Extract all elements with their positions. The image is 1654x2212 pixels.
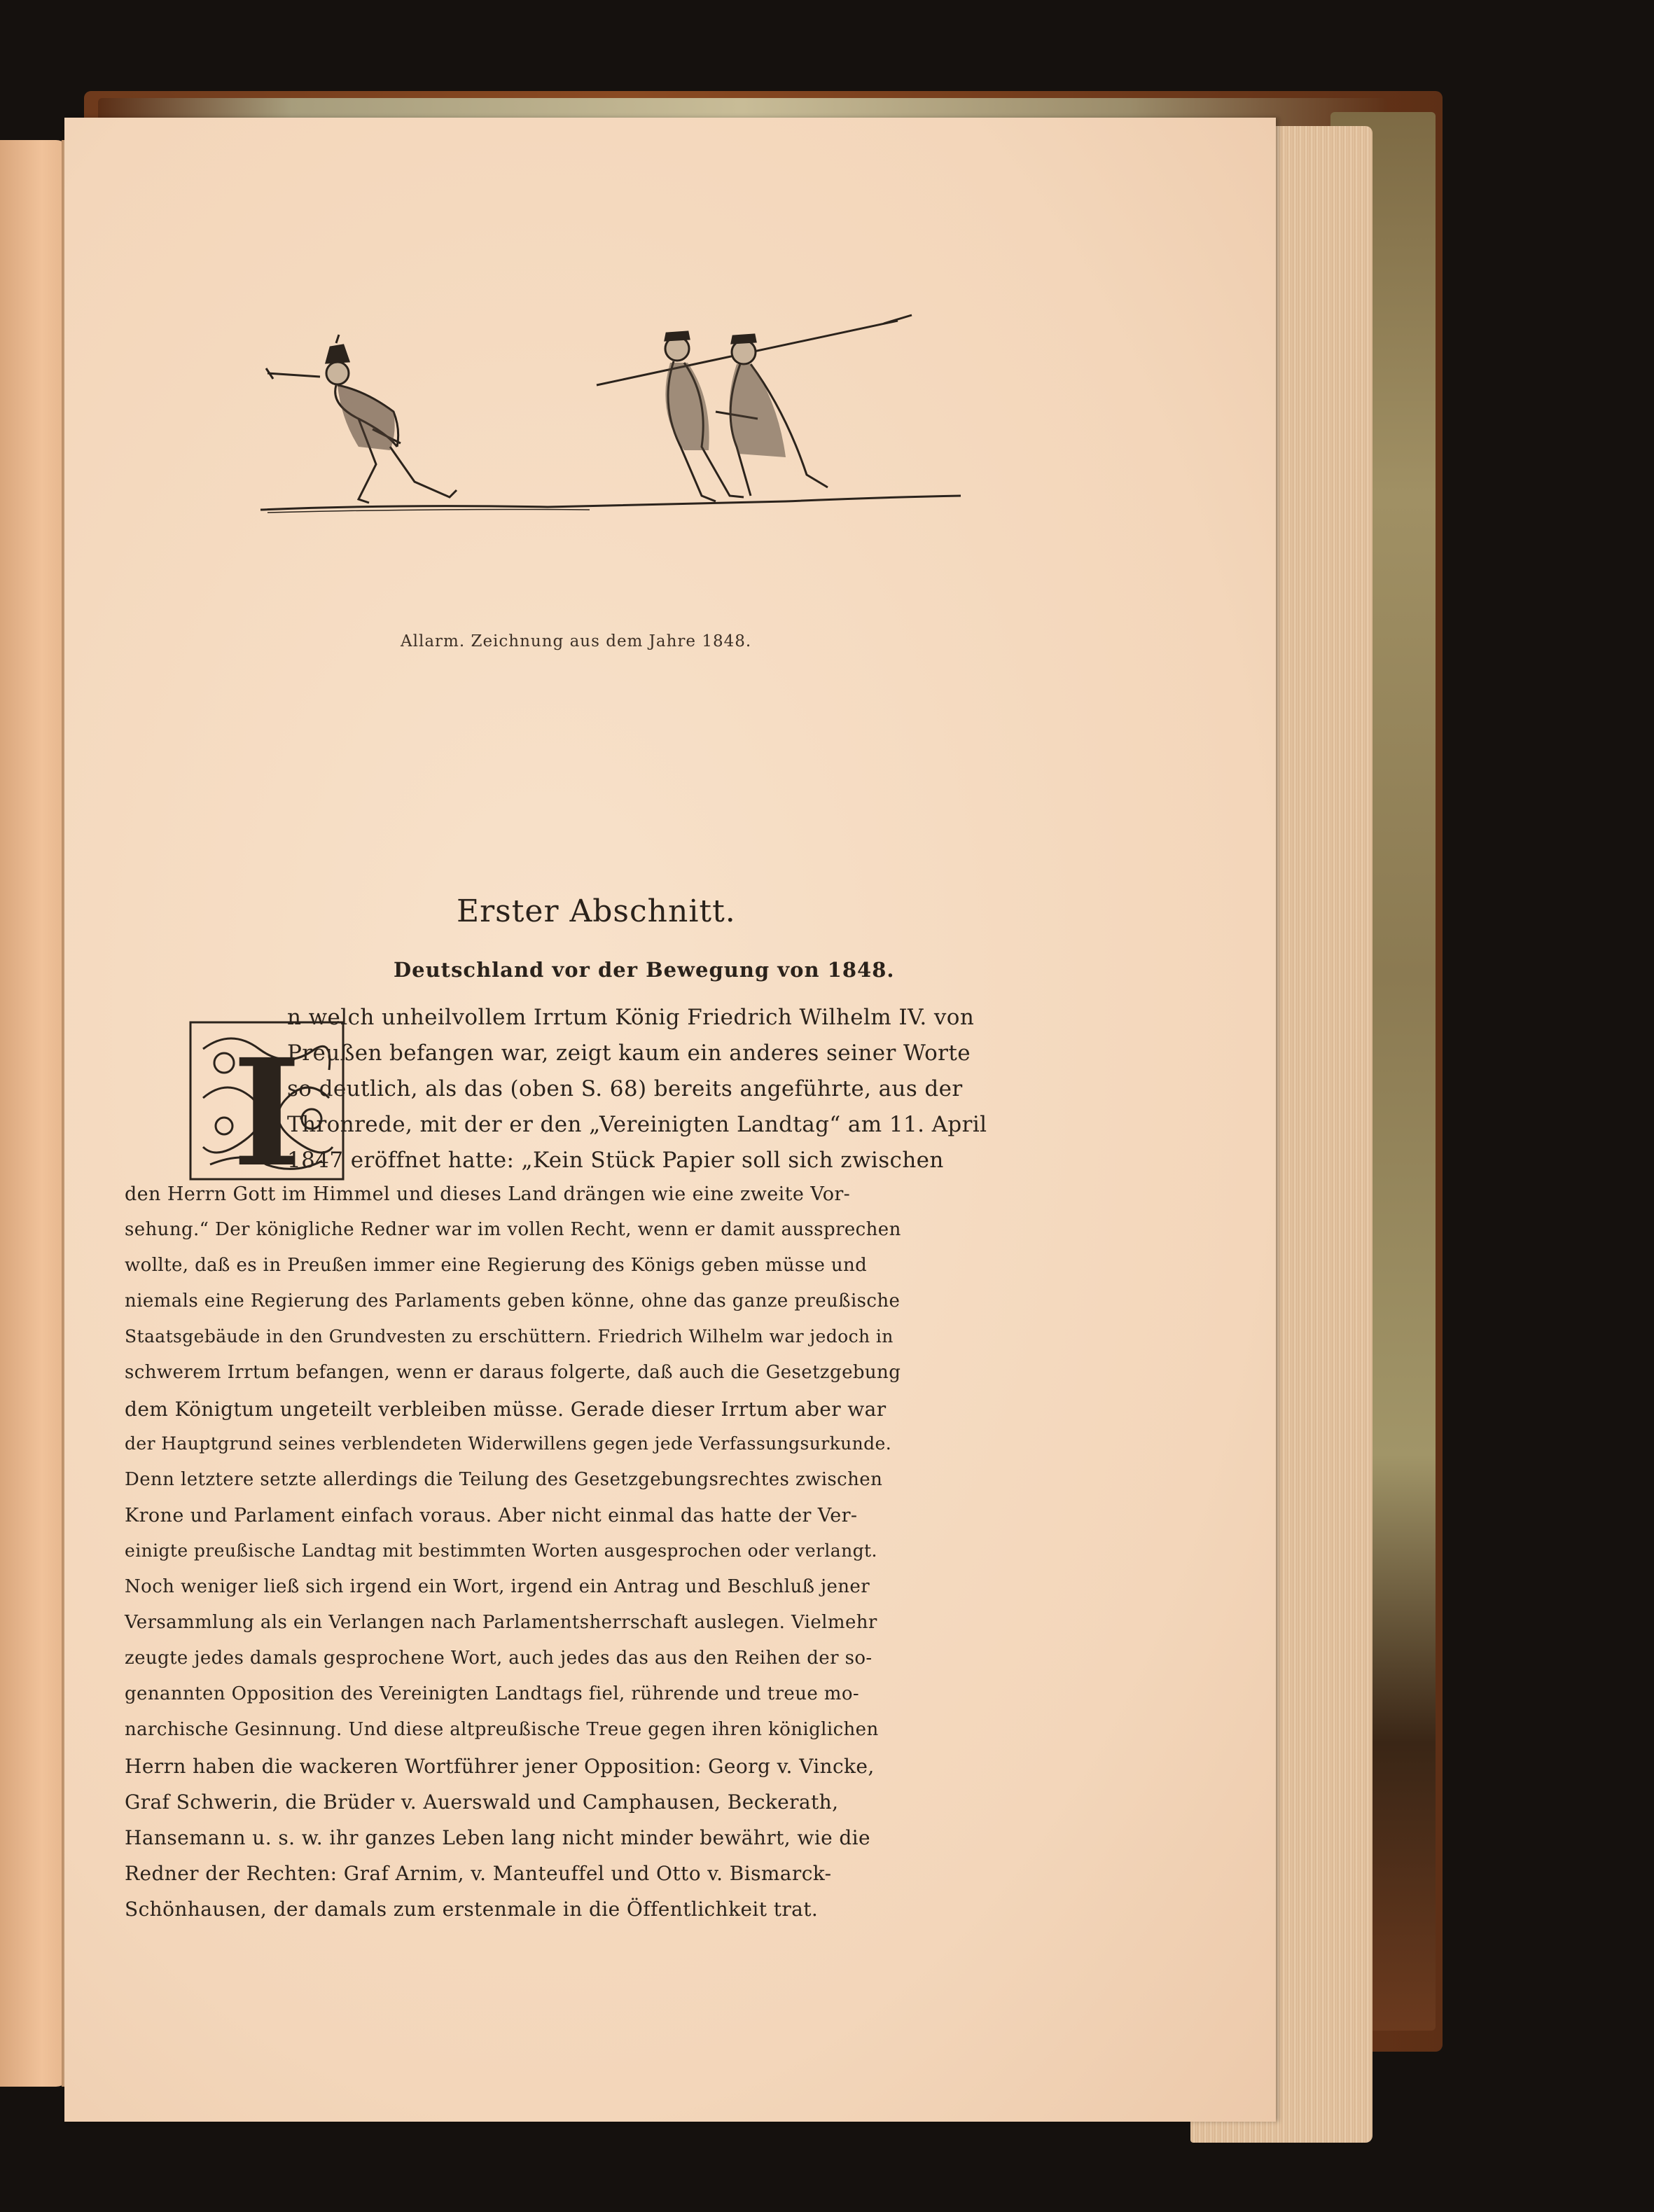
body-line: der Hauptgrund seines verblendeten Widerwillens gegen jede Verfassungsurkunde. <box>125 1433 892 1454</box>
book-page <box>64 118 1276 2122</box>
body-line: Staatsgebäude in den Grundvesten zu erschüttern. Friedrich Wilhelm war jedoch in <box>125 1326 894 1347</box>
body-line: den Herrn Gott im Himmel und dieses Land drängen wie eine zweite Vor- <box>125 1183 851 1205</box>
body-line: wollte, daß es in Preußen immer eine Regierung des Königs geben müsse und <box>125 1255 868 1276</box>
svg-text:I: I <box>232 1027 302 1181</box>
soldiers-bugler-engraving-icon <box>253 307 968 524</box>
section-title: Erster Abschnitt. <box>457 893 736 929</box>
body-line: Herrn haben die wackeren Wortführer jener Opposition: Georg v. Vincke, <box>125 1755 875 1778</box>
body-line: zeugte jedes damals gesprochene Wort, auch jedes das aus den Reihen der so- <box>125 1648 873 1669</box>
body-line: Noch weniger ließ sich irgend ein Wort, irgend ein Antrag und Beschluß jener <box>125 1576 870 1597</box>
body-line: n welch unheilvollem Irrtum König Friedrich Wilhelm IV. von <box>287 1005 975 1030</box>
body-line: Versammlung als ein Verlangen nach Parlamentsherrschaft auslegen. Vielmehr <box>125 1612 877 1633</box>
body-line: Graf Schwerin, die Brüder v. Auerswald und Camphausen, Beckerath, <box>125 1790 839 1814</box>
body-line: genannten Opposition des Vereinigten Landtags fiel, rührende und treue mo- <box>125 1683 860 1704</box>
body-line: einigte preußische Landtag mit bestimmten Worten ausgesprochen oder verlangt. <box>125 1540 877 1561</box>
previous-page-edge <box>0 140 70 2087</box>
body-line: 1847 eröffnet hatte: „Kein Stück Papier soll sich zwischen <box>287 1148 944 1173</box>
body-line: Denn letztere setzte allerdings die Teilung des Gesetzgebungsrechtes zwischen <box>125 1469 883 1490</box>
body-line: Krone und Parlament einfach voraus. Aber nicht einmal das hatte der Ver- <box>125 1505 858 1526</box>
body-line: Schönhausen, der damals zum erstenmale in die Öffentlichkeit trat. <box>125 1898 819 1921</box>
body-line: Thronrede, mit der er den „Vereinigten Landtag“ am 11. April <box>287 1112 987 1137</box>
body-line: Redner der Rechten: Graf Arnim, v. Manteuffel und Otto v. Bismarck- <box>125 1862 832 1885</box>
body-line: Hansemann u. s. w. ihr ganzes Leben lang nicht minder bewährt, wie die <box>125 1826 870 1849</box>
body-line: niemals eine Regierung des Parlaments geben könne, ohne das ganze preußische <box>125 1291 901 1312</box>
body-line: dem Königtum ungeteilt verbleiben müsse. Gerade dieser Irrtum aber war <box>125 1398 887 1421</box>
body-line: sehung.“ Der königliche Redner war im vollen Recht, wenn er damit aussprechen <box>125 1219 901 1240</box>
illustration-caption: Allarm. Zeichnung aus dem Jahre 1848. <box>401 632 752 651</box>
body-line: so deutlich, als das (oben S. 68) bereits angeführte, aus der <box>287 1076 963 1101</box>
body-line: Preußen befangen war, zeigt kaum ein anderes seiner Worte <box>287 1041 971 1066</box>
section-subtitle: Deutschland vor der Bewegung von 1848. <box>394 958 895 982</box>
body-line: schwerem Irrtum befangen, wenn er daraus folgerte, daß auch die Gesetzgebung <box>125 1362 901 1383</box>
body-line: narchische Gesinnung. Und diese altpreußische Treue gegen ihren königlichen <box>125 1719 879 1740</box>
